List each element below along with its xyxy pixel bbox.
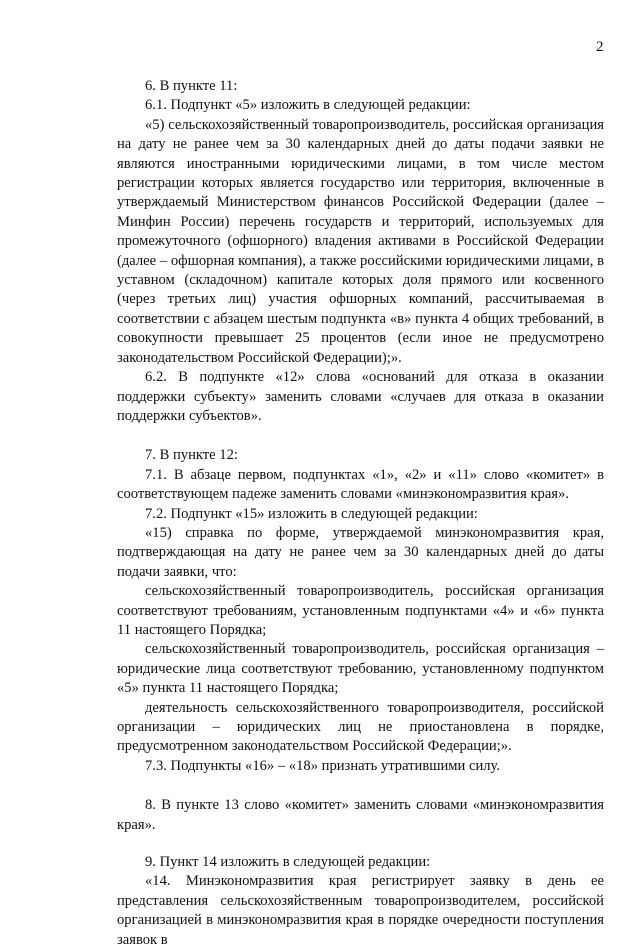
document-body	[117, 77, 604, 950]
paragraph: «15) справка по форме, утверждаемой минэкономразвития края, подтверждающая на дату не ранее чем за 30 календарных дней до даты подачи заявки, что:	[117, 524, 604, 580]
paragraph: «14. Минэкономразвития края регистрирует заявку в день ее представления сельскохозяйственным товаропроизводителем, российской организацией в минэкономразвития края в порядке очередности поступления заявок в	[117, 873, 604, 948]
paragraph: 7.1. В абзаце первом, подпунктах «1», «2» и «11» слово «комитет» в соответствующем падеже заменить словами «минэкономразвития края».	[117, 466, 604, 503]
paragraph: 7.3. Подпункты «16» – «18» признать утратившими силу.	[145, 757, 501, 774]
paragraph: сельскохозяйственный товаропроизводитель, российская организация соответствуют требованиям, установленным подпунктами «4» и «6» пункта 11 настоящего Порядка;	[117, 583, 604, 638]
paragraph: сельскохозяйственный товаропроизводитель, российская организация – юридические лица соответствуют требованию, установленному подпунктом «5» пункта 11 настоящего Порядка;	[117, 641, 604, 697]
section-spacer	[117, 776, 604, 796]
paragraph: 7.2. Подпункт «15» изложить в следующей редакции:	[145, 505, 478, 522]
paragraph: 6.2. В подпункте «12» слова «оснований для отказа в оказании поддержки субъекту» заменить словами «случаев для отказа в оказании поддержки субъектов».	[117, 369, 604, 424]
section-6	[117, 77, 604, 426]
section-9-heading: 9. Пункт 14 изложить в следующей редакции:	[145, 854, 431, 871]
section-7-heading: 7. В пункте 12:	[145, 447, 238, 464]
paragraph: «5) сельскохозяйственный товаропроизводитель, российская организация на дату не ранее чем за 30 календарных дней до даты подачи заявки не являются иностранными юридическими лицами, в том числе местом регистрации которых является государство или территория, включенные в утверждаемый Министерством финансов Российской Федерации (далее – Минфин России) перечень государств и территорий, используемых для промежуточного (офшорного) владения активами в Российской Федерации (далее – офшорная компания), а также российскими юридическими лицами, в уставном (складочном) капитале которых доля прямого или косвенного (через третьих лиц) участия офшорных компаний, рассчитываемая в соответствии с абзацем шестым подпункта «в» пункта 4 общих требований, в совокупности превышает 25 процентов (если иное не предусмотрено законодательством Российской Федерации);».	[117, 116, 604, 366]
section-spacer	[117, 426, 604, 446]
section-spacer	[117, 835, 604, 853]
section-8-heading: 8. В пункте 13 слово «комитет» заменить словами «минэкономразвития края».	[117, 797, 604, 833]
page-number: 2	[596, 39, 604, 55]
paragraph: деятельность сельскохозяйственного товаропроизводителя, российской организации – юридических лиц не приостановлена в порядке, предусмотренном законодательством Российской Федерации;».	[117, 699, 604, 755]
section-6-heading: 6. В пункте 11:	[145, 78, 238, 94]
section-9	[117, 853, 604, 950]
section-8	[117, 796, 604, 835]
paragraph: 6.1. Подпункт «5» изложить в следующей редакции:	[145, 97, 471, 114]
section-7	[117, 446, 604, 776]
